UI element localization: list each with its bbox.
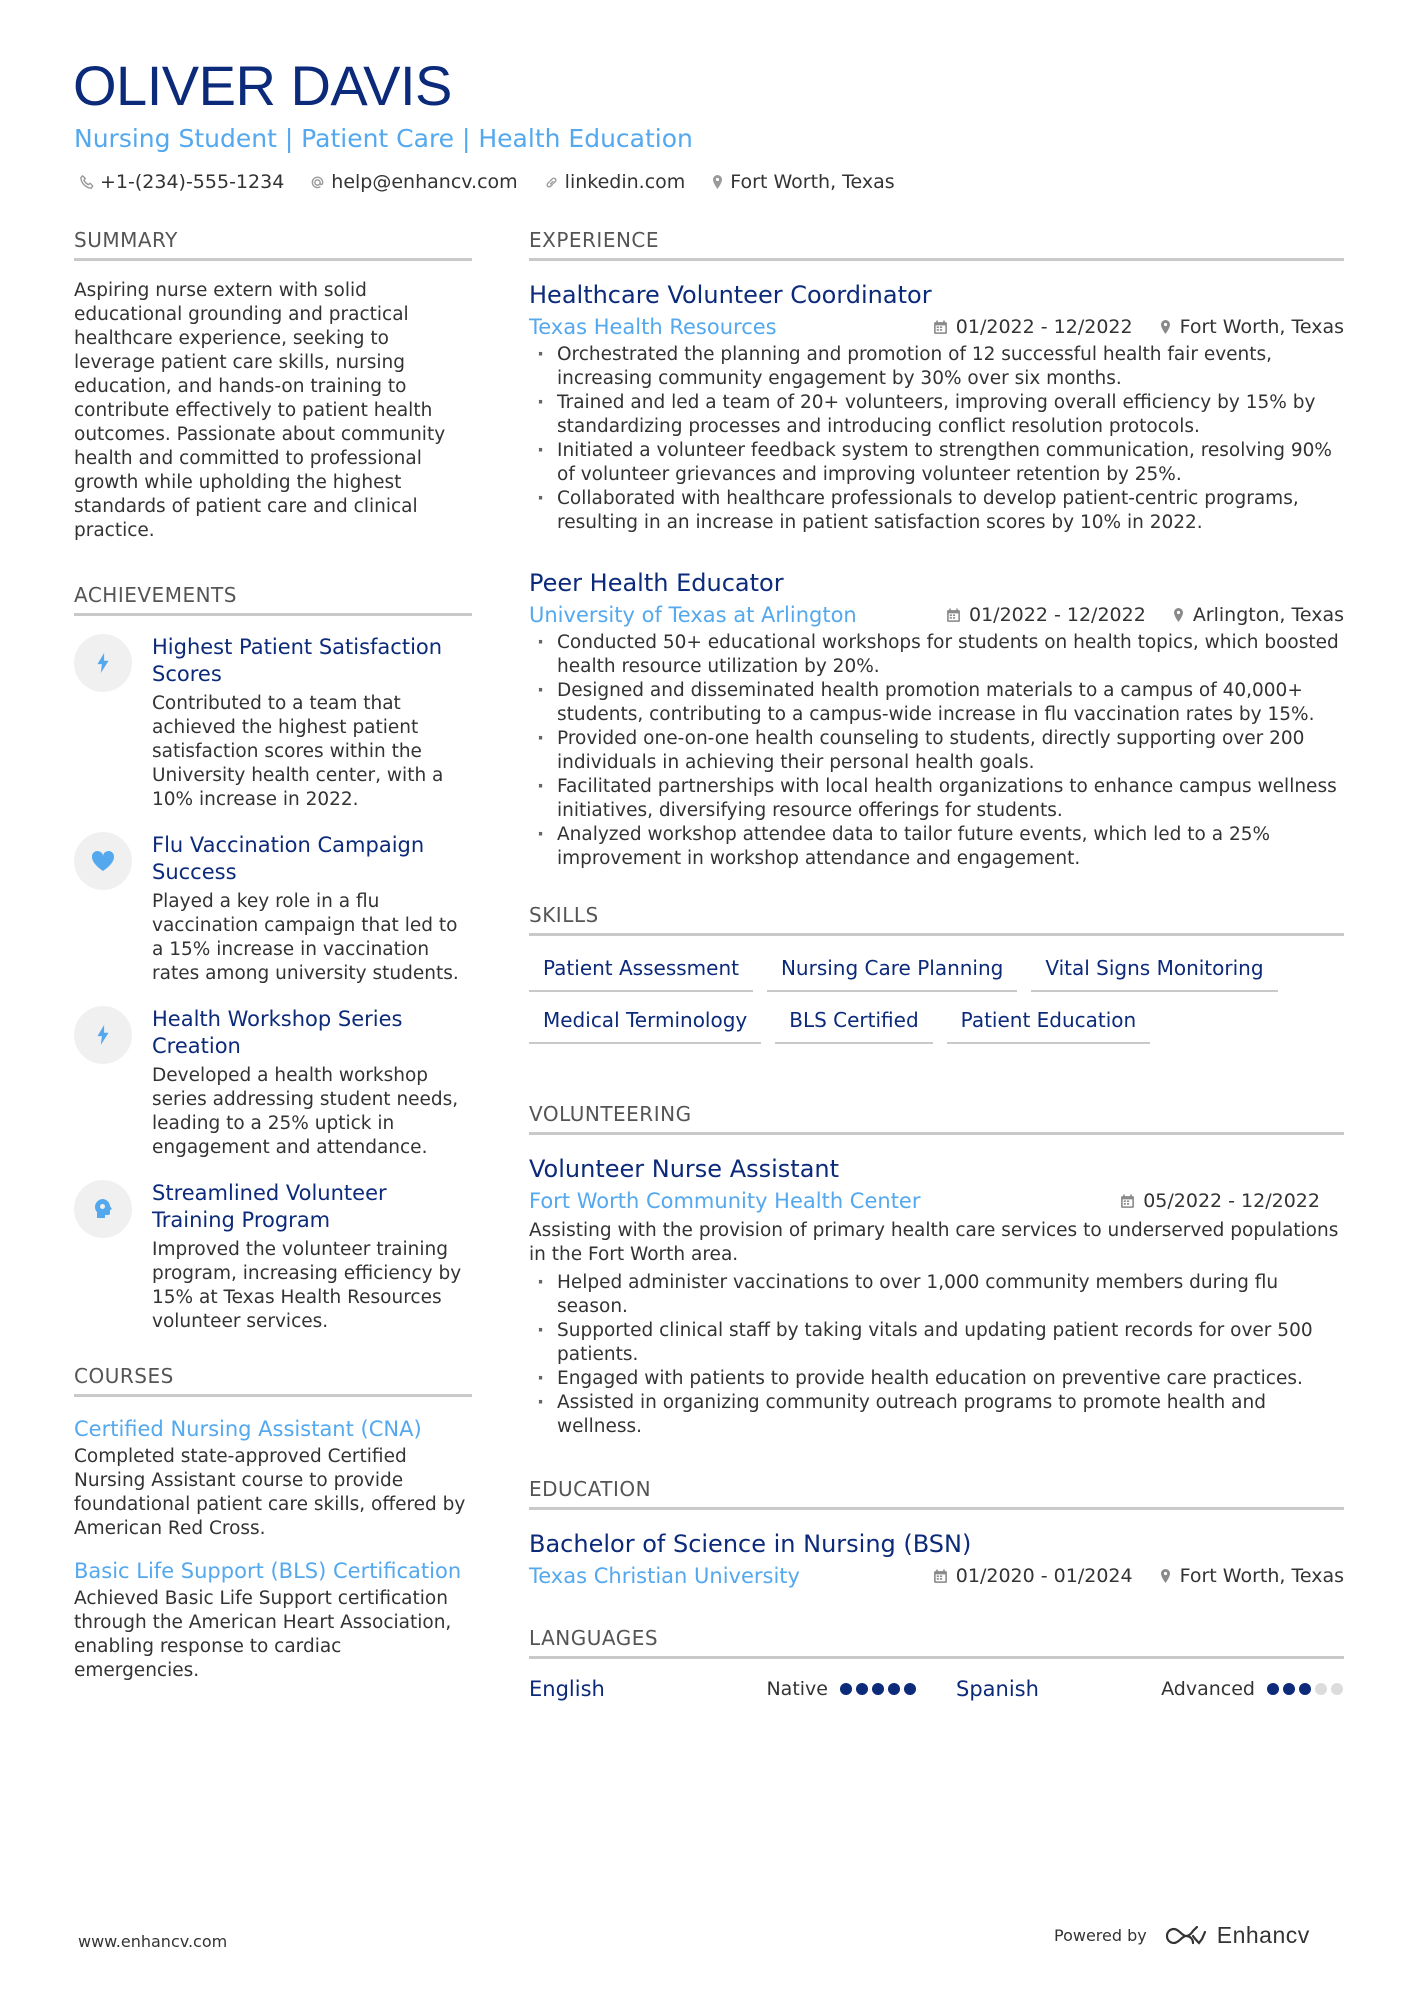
job-company: Texas Health Resources (529, 315, 777, 339)
achievement-title: Streamlined Volunteer Training Program (152, 1181, 387, 1232)
achievement-title: Highest Patient Satisfaction Scores (152, 635, 443, 686)
education-dates: 01/2020 - 01/2024 (955, 1565, 1133, 1587)
lightning-icon (74, 1006, 132, 1064)
powered-by-label: Powered by (1054, 1926, 1147, 1945)
skill-tag: Patient Education (947, 1006, 1151, 1044)
rating-dot-filled (1299, 1683, 1311, 1695)
calendar-icon (1120, 1194, 1135, 1209)
job-bullet: · Orchestrated the planning and promotion of 12 successful health fair events, increasing community engagement by 30% over six months. (529, 343, 1344, 391)
volunteering-heading: VOLUNTEERING (529, 1102, 1344, 1135)
course-item (74, 1415, 472, 1541)
head-brain-icon (74, 1180, 132, 1238)
language-level: Advanced (1161, 1678, 1255, 1700)
volunteer-entry (529, 1153, 1344, 1439)
skills-list (529, 954, 1344, 1044)
education-heading: EDUCATION (529, 1477, 1344, 1510)
achievement-item (74, 634, 472, 812)
volunteering-section (529, 1102, 1344, 1439)
language-item (956, 1677, 1343, 1701)
volunteer-meta (529, 1185, 1344, 1217)
skill-tag: Medical Terminology (529, 1006, 761, 1044)
job-meta (529, 599, 1344, 631)
course-title: Basic Life Support (BLS) Certification (74, 1559, 462, 1583)
achievement-title: Flu Vaccination Campaign Success (152, 833, 425, 884)
achievement-desc: Contributed to a team that achieved the highest patient satisfaction scores within the University health center, with a 10% increase in 2022. (152, 693, 444, 810)
education-location: Fort Worth, Texas (1179, 1565, 1344, 1587)
experience-heading: EXPERIENCE (529, 228, 1344, 261)
job-bullet: · Analyzed workshop attendee data to tailor future events, which led to a 25% improvement in workshop attendance and engagement. (529, 823, 1344, 871)
language-name: Spanish (956, 1677, 1039, 1701)
job-dates: 01/2022 - 12/2022 (955, 316, 1133, 338)
rating-dot-filled (1267, 1683, 1279, 1695)
rating-dot-filled (872, 1683, 884, 1695)
job-entry (529, 567, 1344, 871)
language-rating (1267, 1683, 1343, 1695)
volunteer-bullet: · Assisted in organizing community outreach programs to promote health and wellness. (529, 1391, 1344, 1439)
contact-email-text: help@enhancv.com (331, 171, 518, 193)
right-column (529, 228, 1344, 1701)
location-pin-icon (1159, 319, 1172, 335)
job-bullets (529, 631, 1344, 871)
enhancv-logo-icon (1163, 1924, 1209, 1948)
skills-heading: SKILLS (529, 903, 1344, 936)
languages-section (529, 1626, 1344, 1701)
rating-dot-filled (856, 1683, 868, 1695)
rating-dot-filled (1283, 1683, 1295, 1695)
job-bullet: · Designed and disseminated health promotion materials to a campus of 40,000+ students, contributing to a campus-wide increase in flu vaccination rates by 15%. (529, 679, 1344, 727)
rating-dot-filled (904, 1683, 916, 1695)
volunteer-bullet: · Helped administer vaccinations to over 1,000 community members during flu season. (529, 1271, 1344, 1319)
language-item (529, 1677, 916, 1701)
skill-tag: BLS Certified (775, 1006, 932, 1044)
job-bullet: · Trained and led a team of 20+ volunteers, improving overall efficiency by 15% by standardizing processes and introducing conflict resolution protocols. (529, 391, 1344, 439)
footer-website[interactable]: www.enhancv.com (78, 1932, 228, 1951)
job-bullet: · Facilitated partnerships with local health organizations to enhance campus wellness initiatives, diversifying resource offerings for students. (529, 775, 1344, 823)
job-bullets (529, 343, 1344, 535)
link-icon (544, 175, 559, 190)
education-school: Texas Christian University (529, 1564, 800, 1588)
achievement-item (74, 1180, 472, 1334)
education-section (529, 1477, 1344, 1592)
job-dates: 01/2022 - 12/2022 (969, 604, 1146, 626)
at-icon (310, 175, 325, 190)
summary-section (74, 228, 472, 543)
education-meta (529, 1560, 1344, 1592)
job-location: Arlington, Texas (1192, 604, 1344, 626)
contact-phone[interactable] (80, 171, 284, 193)
heart-icon (74, 832, 132, 890)
achievement-desc: Improved the volunteer training program, increasing efficiency by 15% at Texas Health Resources volunteer services. (152, 1239, 462, 1332)
volunteer-role: Volunteer Nurse Assistant (529, 1155, 840, 1183)
skills-section (529, 903, 1344, 1044)
languages-list (529, 1677, 1344, 1701)
education-entry (529, 1528, 1344, 1592)
language-name: English (529, 1677, 605, 1701)
contact-email[interactable] (310, 171, 517, 193)
achievement-desc: Played a key role in a flu vaccination campaign that led to a 15% increase in vaccination rates among university students. (152, 891, 459, 984)
languages-heading: LANGUAGES (529, 1626, 1344, 1659)
job-bullet: · Conducted 50+ educational workshops for students on health topics, which boosted health resource utilization by 20%. (529, 631, 1344, 679)
contact-location (711, 171, 894, 193)
courses-heading: COURSES (74, 1364, 472, 1397)
language-rating (840, 1683, 916, 1695)
calendar-icon (933, 320, 948, 335)
course-desc: Achieved Basic Life Support certification through the American Heart Association, enabling response to cardiac emergencies. (74, 1588, 452, 1681)
summary-text: Aspiring nurse extern with solid educational grounding and practical healthcare experience, seeking to leverage patient care skills, nursing education, and hands-on training to contribute effectively to patient health outcomes. Passionate about community health and committed to professional growth while upholding the highest standards of patient care and clinical practice. (74, 280, 446, 541)
contact-phone-text: +1-(234)-555-1234 (100, 171, 285, 193)
location-pin-icon (711, 174, 724, 190)
contact-row (80, 171, 895, 193)
job-title: Peer Health Educator (529, 569, 784, 597)
job-bullet: · Collaborated with healthcare professionals to develop patient-centric programs, resulting in an increase in patient satisfaction scores by 10% in 2022. (529, 487, 1344, 535)
volunteer-desc: Assisting with the provision of primary health care services to underserved populations in the Fort Worth area. (529, 1220, 1339, 1265)
candidate-tagline: Nursing Student | Patient Care | Health Education (74, 124, 693, 153)
volunteer-bullet: · Supported clinical staff by taking vitals and updating patient records for over 500 patients. (529, 1319, 1344, 1367)
experience-section (529, 228, 1344, 871)
candidate-name: OLIVER DAVIS (73, 54, 452, 117)
rating-dot-filled (888, 1683, 900, 1695)
rating-dot-empty (1331, 1683, 1343, 1695)
footer-branding (1054, 1922, 1310, 1949)
skill-tag: Vital Signs Monitoring (1031, 954, 1277, 992)
rating-dot-filled (840, 1683, 852, 1695)
job-location: Fort Worth, Texas (1179, 316, 1344, 338)
achievements-heading: ACHIEVEMENTS (74, 583, 472, 616)
volunteer-org: Fort Worth Community Health Center (529, 1189, 921, 1213)
job-meta (529, 311, 1344, 343)
job-bullet: · Initiated a volunteer feedback system to strengthen communication, resolving 90% of volunteer grievances and improving volunteer retention by 25%. (529, 439, 1344, 487)
job-bullet: · Provided one-on-one health counseling to students, directly supporting over 200 individuals in achieving their personal health goals. (529, 727, 1344, 775)
lightning-icon (74, 634, 132, 692)
calendar-icon (946, 608, 961, 623)
summary-heading: SUMMARY (74, 228, 472, 261)
language-level: Native (766, 1678, 828, 1700)
calendar-icon (933, 1569, 948, 1584)
skill-tag: Patient Assessment (529, 954, 753, 992)
education-degree: Bachelor of Science in Nursing (BSN) (529, 1530, 972, 1558)
skill-tag: Nursing Care Planning (767, 954, 1017, 992)
volunteer-dates: 05/2022 - 12/2022 (1143, 1190, 1320, 1212)
location-pin-icon (1159, 1568, 1172, 1584)
rating-dot-empty (1315, 1683, 1327, 1695)
achievements-section (74, 583, 472, 1334)
achievement-item (74, 832, 472, 986)
location-pin-icon (1172, 607, 1185, 623)
job-entry (529, 279, 1344, 535)
contact-linkedin[interactable] (544, 171, 686, 193)
contact-linkedin-text: linkedin.com (564, 171, 686, 193)
course-desc: Completed state-approved Certified Nursing Assistant course to provide foundational patient care skills, offered by American Red Cross. (74, 1446, 466, 1539)
job-title: Healthcare Volunteer Coordinator (529, 281, 932, 309)
phone-icon (80, 175, 94, 189)
volunteer-bullet: · Engaged with patients to provide health education on preventive care practices. (529, 1367, 1344, 1391)
volunteer-bullets (529, 1271, 1344, 1439)
achievement-item (74, 1006, 472, 1160)
enhancv-wordmark: Enhancv (1216, 1922, 1310, 1948)
job-company: University of Texas at Arlington (529, 603, 857, 627)
courses-section (74, 1364, 472, 1683)
contact-location-text: Fort Worth, Texas (730, 171, 895, 193)
left-column (74, 228, 472, 1699)
course-title: Certified Nursing Assistant (CNA) (74, 1417, 422, 1441)
course-item (74, 1557, 472, 1683)
enhancv-logo[interactable] (1163, 1922, 1310, 1949)
achievement-desc: Developed a health workshop series addressing student needs, leading to a 25% uptick in engagement and attendance. (152, 1065, 459, 1158)
achievement-title: Health Workshop Series Creation (152, 1007, 403, 1058)
